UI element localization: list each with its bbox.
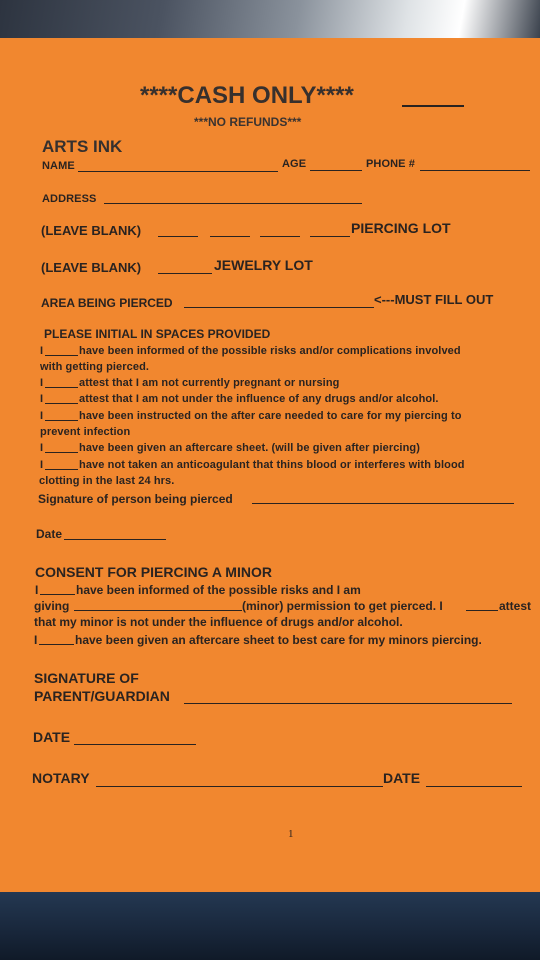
signature-field[interactable] [252,503,514,504]
date-caps-field[interactable] [74,744,196,745]
item1-text-a: have been informed of the possible risks and/or complications involved [79,345,461,357]
item6-text-a: have not taken an anticoagulant that thins blood or interferes with blood [79,459,465,471]
notary-date-field[interactable] [426,786,522,787]
consent-form-paper [0,38,540,893]
item6-text-b: clotting in the last 24 hrs. [39,475,175,487]
background-bottom [0,892,540,960]
minor4-i: I [34,633,38,647]
name-label: NAME [42,160,75,172]
name-field[interactable] [78,171,278,172]
minor-name-field[interactable] [74,610,242,611]
item4-i: I [40,410,44,422]
leave-blank-label-2: (LEAVE BLANK) [41,260,142,275]
parent-signature-label-1: SIGNATURE OF [34,670,139,686]
item5-i: I [40,442,44,454]
item2-initial-field[interactable] [45,387,78,388]
leave-blank-field-2[interactable] [158,273,212,274]
minor-line3-text: that my minor is not under the influence of drugs and/or alcohol. [34,615,403,629]
address-label: ADDRESS [42,193,97,205]
item1-text-b: with getting pierced. [40,361,150,373]
minor-attest-initial-field[interactable] [466,610,498,611]
item4-initial-field[interactable] [45,420,78,421]
item1-initial-field[interactable] [45,355,78,356]
item3-initial-field[interactable] [45,403,78,404]
signature-label: Signature of person being pierced [38,492,233,506]
notary-field[interactable] [96,786,383,787]
leave-blank-field-1a[interactable] [158,236,198,237]
phone-label: PHONE # [366,158,415,170]
minor-attest-text: attest [499,599,532,613]
leave-blank-field-1b[interactable] [210,236,250,237]
minor1-initial-field[interactable] [40,594,75,595]
form-title: ****CASH ONLY**** [140,82,354,109]
parent-signature-field[interactable] [184,703,512,704]
leave-blank-field-1c[interactable] [260,236,300,237]
minor1-i: I [35,583,39,597]
piercing-lot-label: PIERCING LOT [351,220,451,236]
item2-text: attest that I am not currently pregnant or nursing [79,377,340,389]
minor-permission-text: (minor) permission to get pierced. I [242,599,443,613]
area-pierced-label: AREA BEING PIERCED [41,296,173,310]
jewelry-lot-label: JEWELRY LOT [214,257,313,273]
phone-field[interactable] [420,170,530,171]
minor-consent-heading: CONSENT FOR PIERCING A MINOR [35,564,272,580]
background-top [0,0,540,40]
item2-i: I [40,377,44,389]
notary-label: NOTARY [32,770,90,786]
item6-initial-field[interactable] [45,469,78,470]
minor4-text: have been given an aftercare sheet to best care for my minors piercing. [75,633,482,647]
address-field[interactable] [104,203,362,204]
item1-i: I [40,345,44,357]
item4-text-b: prevent infection [40,426,131,438]
date-field[interactable] [64,539,166,540]
area-pierced-field[interactable] [184,307,374,308]
parent-signature-label-2: PARENT/GUARDIAN [34,688,170,704]
shop-name: ARTS INK [42,137,123,156]
item5-text: have been given an aftercare sheet. (will be given after piercing) [79,442,420,454]
age-label: AGE [282,158,307,170]
must-fill-out-note: <---MUST FILL OUT [374,292,494,307]
item4-text-a: have been instructed on the after care needed to care for my piercing to [79,410,462,422]
leave-blank-field-1d[interactable] [310,236,350,237]
page-number: 1 [288,828,294,840]
item3-text: attest that I am not under the influence of any drugs and/or alcohol. [79,393,439,405]
minor4-initial-field[interactable] [39,644,74,645]
minor-giving-label: giving [34,599,70,613]
item3-i: I [40,393,44,405]
notary-date-label: DATE [383,770,421,786]
age-field[interactable] [310,170,362,171]
minor1-text: have been informed of the possible risks and I am [76,583,361,597]
item6-i: I [40,459,44,471]
no-refunds-subtitle: ***NO REFUNDS*** [194,115,302,129]
leave-blank-label-1: (LEAVE BLANK) [41,223,142,238]
date-label: Date [36,527,63,541]
title-blank-line [402,105,464,107]
item5-initial-field[interactable] [45,452,78,453]
date-caps-label: DATE [33,729,71,745]
initial-heading: PLEASE INITIAL IN SPACES PROVIDED [44,327,271,341]
